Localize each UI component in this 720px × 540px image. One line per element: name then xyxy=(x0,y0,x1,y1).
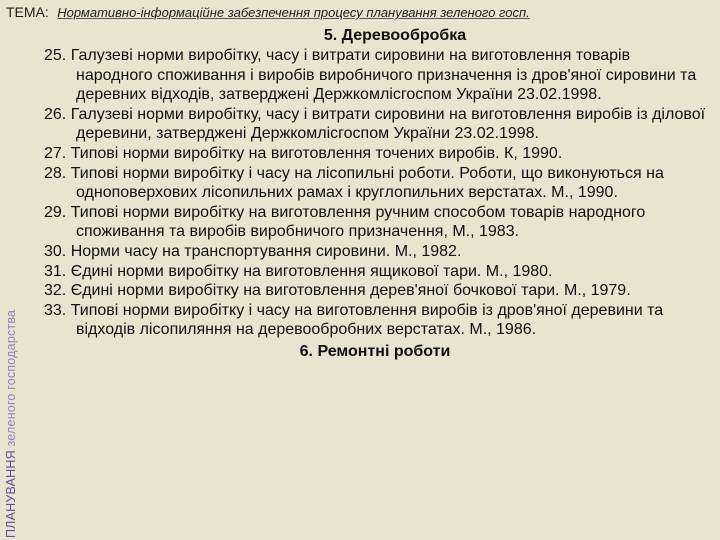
reference-item: 28. Типові норми виробітку і часу на лісопильні роботи. Роботи, що виконуються на одноповерхових лісопильних рамах і круглопильних верстатах. М., 1990. xyxy=(44,164,664,202)
reference-list xyxy=(44,46,706,340)
reference-item: 32. Єдині норми виробітку на виготовлення дерев'яної бочкової тари. М., 1979. xyxy=(44,282,631,300)
side-caption-strong: ПЛАНУВАННЯ xyxy=(4,450,18,538)
section-heading-repairs: 6. Ремонтні роботи xyxy=(299,342,451,360)
topic-header xyxy=(6,4,706,26)
slide-content xyxy=(44,26,706,538)
vertical-side-caption xyxy=(4,218,26,538)
reference-item: 29. Типові норми виробітку на виготовлення ручним способом товарів народного споживання та виробів виробничого призначення, М., 1983. xyxy=(44,203,646,241)
side-caption-light: зеленого господарства xyxy=(4,309,18,451)
reference-item: 31. Єдині норми виробітку на виготовлення ящикової тари. М., 1980. xyxy=(44,262,553,280)
reference-item: 33. Типові норми виробітку і часу на виготовлення виробів із дров'яної деревини та відходів лісопиляння на деревообробних верстатах. М., 1986. xyxy=(44,301,664,339)
reference-item: 30. Норми часу на транспортування сировини. М., 1982. xyxy=(44,242,462,260)
section-heading-woodworking: 5. Деревообробка xyxy=(323,27,467,44)
topic-title: Нормативно-інформаційне забезпечення процесу планування зеленого госп. xyxy=(57,5,530,20)
reference-item: 27. Типові норми виробітку на виготовлення точених виробів. К, 1990. xyxy=(44,144,563,162)
reference-item: 25. Галузеві норми виробітку, часу і витрати сировини на виготовлення товарів народного споживання і виробів виробничого призначення із дров'яної сировини та деревних відходів, затверджені Держкомлісгоспом України 23.02.1998. xyxy=(44,47,697,104)
reference-item: 26. Галузеві норми виробітку, часу і витрати сировини на виготовлення виробів із ділової деревини, затверджені Держкомлісгоспом України 23.02.1998. xyxy=(44,105,706,143)
topic-label: ТЕМА: xyxy=(6,4,49,20)
